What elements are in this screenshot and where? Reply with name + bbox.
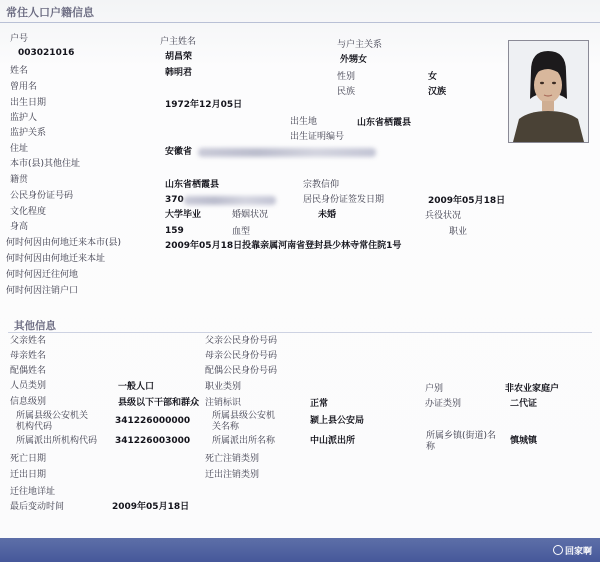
person-category-value: 一般人口 bbox=[118, 382, 155, 392]
education-label: 文化程度 bbox=[10, 207, 47, 217]
record-title: 常住人口户籍信息 bbox=[6, 6, 94, 19]
certificate-type-value: 二代证 bbox=[510, 399, 538, 409]
height-value: 159 bbox=[165, 226, 184, 236]
move-out-date-label: 迁出日期 bbox=[10, 470, 47, 480]
relation-label: 与户主关系 bbox=[337, 40, 383, 50]
relation-value: 外甥女 bbox=[340, 55, 368, 65]
ethnicity-label: 民族 bbox=[337, 87, 356, 97]
station-name-value: 中山派出所 bbox=[310, 436, 356, 446]
last-change-label: 最后变动时间 bbox=[10, 502, 65, 512]
moved-out-label: 何时何因迁往何地 bbox=[6, 270, 79, 280]
height-label: 身高 bbox=[10, 222, 29, 232]
deregistration-label: 何时何因注销户口 bbox=[6, 286, 79, 296]
guardian-relation-label: 监护关系 bbox=[10, 128, 47, 138]
county-police-code-value: 341226000000 bbox=[115, 416, 191, 426]
birthplace-label: 出生地 bbox=[290, 117, 318, 127]
marital-label: 婚姻状况 bbox=[232, 210, 269, 220]
id-issue-date-label: 居民身份证签发日期 bbox=[303, 195, 385, 205]
military-label: 兵役状况 bbox=[425, 211, 462, 221]
spouse-name-label: 配偶姓名 bbox=[10, 366, 47, 376]
station-code-label: 所属派出所机构代码 bbox=[16, 436, 98, 446]
head-of-household-value: 胡昌荣 bbox=[165, 52, 193, 62]
ethnicity-value: 汉族 bbox=[428, 87, 447, 97]
move-out-cancel-type-label: 迁出注销类别 bbox=[205, 470, 260, 480]
occupation-label: 职业 bbox=[449, 227, 468, 237]
death-cancel-type-label: 死亡注销类别 bbox=[205, 454, 260, 464]
mother-name-label: 母亲姓名 bbox=[10, 351, 47, 361]
former-name-label: 曾用名 bbox=[10, 82, 38, 92]
spouse-id-label: 配偶公民身份号码 bbox=[205, 366, 278, 376]
moved-into-address-label: 何时何因由何地迁来本址 bbox=[6, 254, 106, 264]
id-number-redaction bbox=[184, 196, 276, 205]
footer-bar bbox=[0, 538, 600, 562]
guardian-label: 监护人 bbox=[10, 113, 38, 123]
destination-address-label: 迁往地详址 bbox=[10, 487, 56, 497]
household-type-label: 户别 bbox=[425, 384, 444, 394]
head-of-household-label: 户主姓名 bbox=[160, 37, 197, 47]
native-place-label: 籍贯 bbox=[10, 175, 29, 185]
religion-label: 宗教信仰 bbox=[303, 180, 340, 190]
county-police-name-value: 颍上县公安局 bbox=[310, 416, 365, 426]
mother-id-label: 母亲公民身份号码 bbox=[205, 351, 278, 361]
id-number-label: 公民身份证号码 bbox=[10, 191, 74, 201]
logo-text: 回家啊 bbox=[564, 547, 592, 557]
township-label: 所属乡镇(街道)名称 bbox=[426, 431, 497, 452]
blood-type-label: 血型 bbox=[232, 227, 251, 237]
occupation-category-label: 职业类别 bbox=[205, 382, 242, 392]
moved-into-city-label: 何时何因由何地迁来本市(县) bbox=[6, 238, 122, 248]
id-issue-date-value: 2009年05月18日 bbox=[428, 196, 506, 206]
moved-into-city-value: 2009年05月18日投靠亲属河南省登封县少林寺常住院1号 bbox=[165, 241, 402, 251]
birthplace-value: 山东省栖霞县 bbox=[357, 118, 412, 128]
info-level-label: 信息级别 bbox=[10, 397, 47, 407]
birth-date-value: 1972年12月05日 bbox=[165, 100, 243, 110]
marital-value: 未婚 bbox=[318, 210, 337, 220]
county-police-name-label: 所属县级公安机关名称 bbox=[212, 411, 276, 432]
certificate-type-label: 办证类别 bbox=[425, 399, 462, 409]
other-address-label: 本市(县)其他住址 bbox=[10, 159, 81, 169]
gender-label: 性别 bbox=[337, 72, 356, 82]
portrait-photo bbox=[508, 40, 589, 143]
county-police-code-label: 所属县级公安机关机构代码 bbox=[16, 411, 89, 432]
native-place-value: 山东省栖霞县 bbox=[165, 180, 220, 190]
address-redaction bbox=[198, 148, 376, 157]
title-divider bbox=[0, 22, 600, 23]
address-value: 安徽省 bbox=[165, 147, 193, 157]
township-value: 慎城镇 bbox=[510, 436, 538, 446]
person-category-label: 人员类别 bbox=[10, 381, 47, 391]
last-change-value: 2009年05月18日 bbox=[112, 502, 190, 512]
id-number-value: 370 bbox=[165, 195, 184, 205]
cancel-flag-value: 正常 bbox=[310, 399, 329, 409]
cancel-flag-label: 注销标识 bbox=[205, 398, 242, 408]
address-label: 住址 bbox=[10, 144, 29, 154]
other-info-title: 其他信息 bbox=[14, 320, 56, 332]
other-info-divider bbox=[8, 332, 592, 333]
station-name-label: 所属派出所名称 bbox=[212, 436, 276, 446]
info-level-value: 县级以下干部和群众 bbox=[118, 398, 200, 408]
station-code-value: 341226003000 bbox=[115, 436, 191, 446]
father-name-label: 父亲姓名 bbox=[10, 336, 47, 346]
portrait-image bbox=[509, 41, 588, 142]
name-label: 姓名 bbox=[10, 66, 29, 76]
father-id-label: 父亲公民身份号码 bbox=[205, 336, 278, 346]
education-value: 大学毕业 bbox=[165, 210, 202, 220]
gender-value: 女 bbox=[428, 72, 438, 82]
birth-certificate-label: 出生证明编号 bbox=[290, 132, 345, 142]
footer-logo bbox=[553, 544, 592, 557]
household-number-value: 003021016 bbox=[18, 48, 75, 58]
household-number-label: 户号 bbox=[10, 34, 29, 44]
logo-icon bbox=[553, 545, 563, 555]
name-value: 韩明君 bbox=[165, 68, 193, 78]
birth-date-label: 出生日期 bbox=[10, 98, 47, 108]
household-type-value: 非农业家庭户 bbox=[505, 384, 560, 394]
death-date-label: 死亡日期 bbox=[10, 454, 47, 464]
